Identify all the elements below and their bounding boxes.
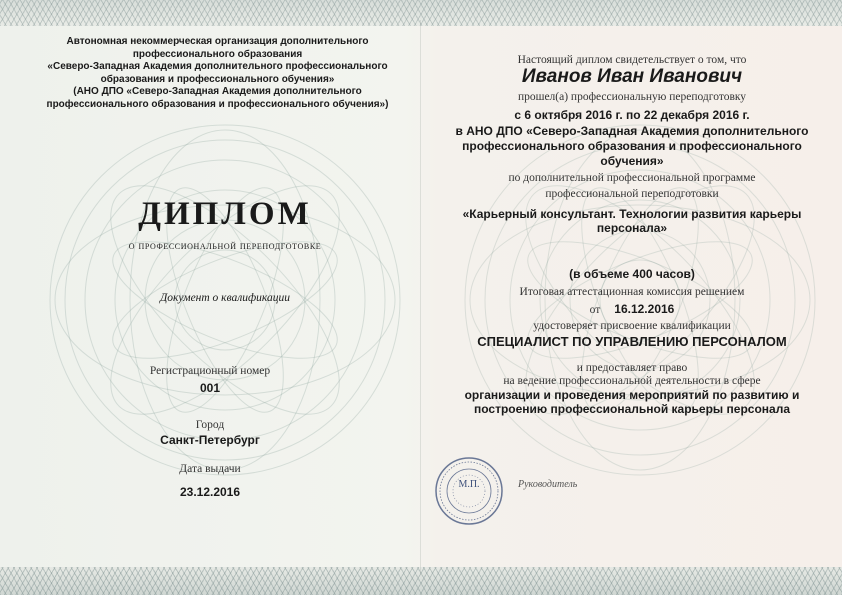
program-volume: (в объеме 400 часов) — [569, 267, 695, 281]
field-line: построению профессиональной карьеры персонала — [474, 402, 790, 416]
study-period: с 6 октября 2016 г. по 22 декабря 2016 г. — [514, 108, 750, 122]
org-line: профессионального образования и профессионального обучения») — [46, 98, 389, 110]
program-line: персонала» — [596, 221, 668, 235]
top-guilloche-border — [0, 0, 842, 26]
program-by-text: по дополнительной профессиональной программе — [508, 172, 756, 184]
org-line: образования и профессионального обучения» — [100, 73, 335, 85]
institution-line: обучения» — [600, 154, 664, 168]
grants-text: и предоставляет право — [576, 362, 688, 374]
program-name — [432, 207, 832, 235]
document-caption: Документ о квалификации — [159, 292, 291, 304]
registration-label: Регистрационный номер — [149, 365, 271, 377]
seal-stamp-icon — [434, 456, 504, 526]
decision-date-row — [432, 302, 832, 316]
head-signature-label: Руководитель — [518, 479, 578, 490]
decision-from-label: от — [589, 304, 601, 316]
org-line: профессионального образования — [132, 48, 303, 60]
passed-text: прошел(а) профессиональную переподготовку — [517, 91, 747, 103]
certifies-text: удостоверяет присвоение квалификации — [533, 320, 731, 332]
program-kind-text: профессиональной переподготовки — [545, 188, 719, 200]
institution-line: в АНО ДПО «Северо-Западная Академия дополнительного — [455, 124, 809, 138]
field-line: организации и проведения мероприятий по развитию и — [464, 388, 800, 402]
diploma-subtitle: о профессиональной переподготовке — [128, 240, 322, 252]
city-label: Город — [195, 419, 225, 431]
decision-date: 16.12.2016 — [614, 302, 675, 316]
institution — [432, 124, 832, 169]
org-line: Автономная некоммерческая организация дополнительного — [66, 36, 369, 47]
issue-date-value: 23.12.2016 — [179, 485, 241, 499]
page-fold — [420, 20, 421, 575]
issue-date-label: Дата выдачи — [179, 463, 241, 475]
right-rosette-watermark — [455, 115, 825, 485]
seal-label: М.П. — [458, 479, 480, 490]
intro-text: Настоящий диплом свидетельствует о том, что — [517, 54, 747, 66]
graduate-name: Иванов Иван Иванович — [521, 66, 743, 87]
org-line: «Северо-Западная Академия дополнительного профессионального — [47, 61, 388, 73]
city-value: Санкт-Петербург — [160, 433, 260, 447]
institution-line: профессионального образования и профессионального — [462, 139, 802, 153]
diploma-title: ДИПЛОМ — [138, 196, 312, 232]
program-line: «Карьерный консультант. Технологии развития карьеры — [462, 207, 802, 221]
bottom-guilloche-border — [0, 567, 842, 595]
activity-field — [432, 388, 832, 416]
commission-text: Итоговая аттестационная комиссия решением — [519, 286, 745, 298]
activity-text: на ведение профессиональной деятельности в сфере — [503, 375, 761, 387]
registration-number: 001 — [199, 381, 221, 395]
qualification: СПЕЦИАЛИСТ ПО УПРАВЛЕНИЮ ПЕРСОНАЛОМ — [477, 334, 787, 349]
org-line: (АНО ДПО «Северо-Западная Академия дополнительного — [73, 86, 362, 98]
issuing-organization — [20, 36, 415, 112]
